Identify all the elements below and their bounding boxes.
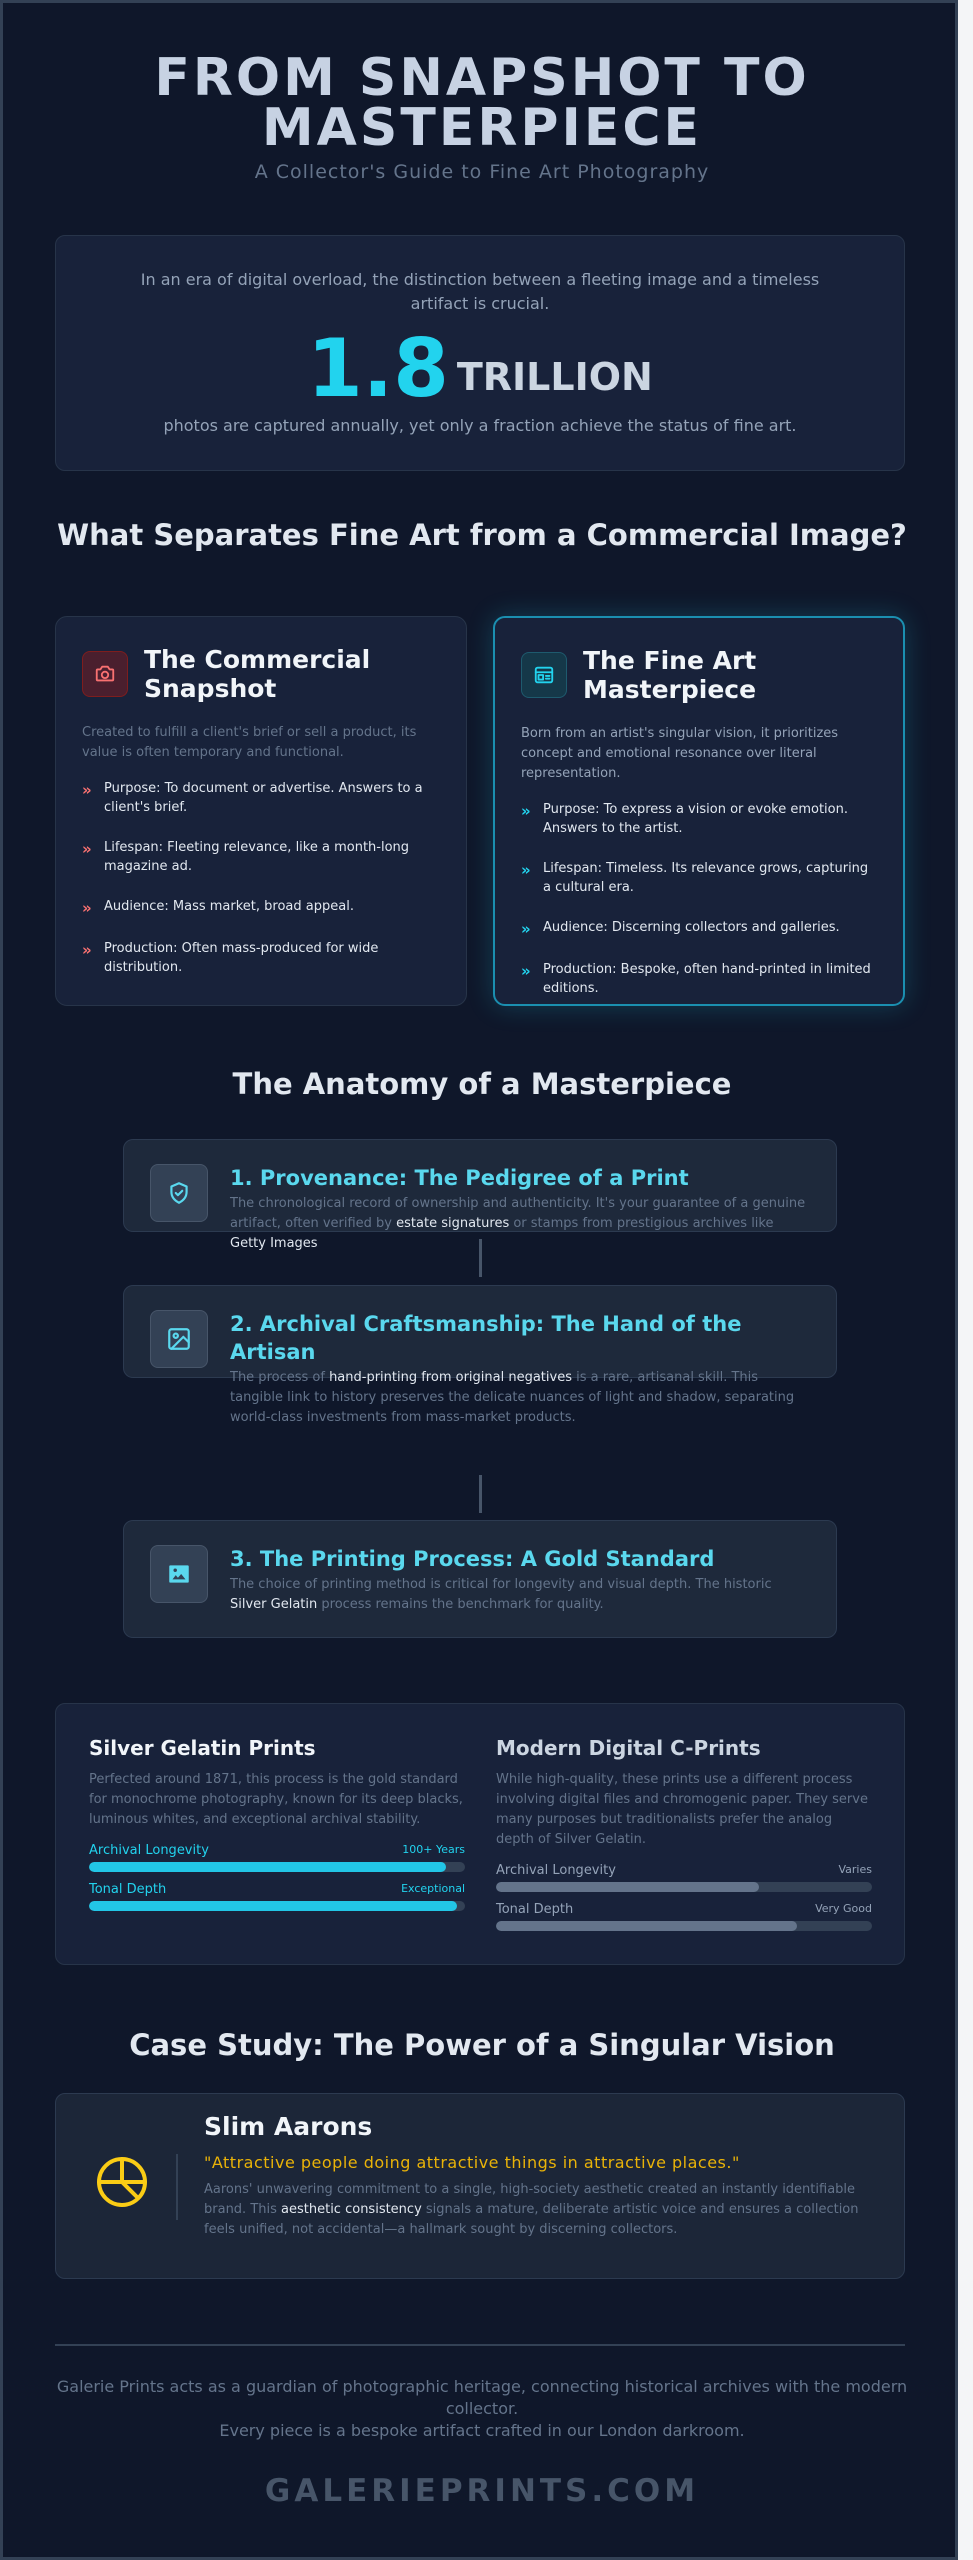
bar-fill [89, 1901, 457, 1911]
page-subtitle: A Collector's Guide to Fine Art Photography [254, 161, 710, 183]
chevrons-right-icon: » [82, 941, 92, 959]
process-text: Perfected around 1871, this process is the gold standard for monochrome photography, known for its deep blacks, luminous whites, and exceptional archival stability. [89, 1772, 463, 1827]
anatomy-step-craftsmanship [123, 1285, 837, 1425]
stat-outro: photos are captured annually, yet only a fraction achieve the status of fine art. [163, 416, 797, 435]
case-study-heading: Case Study: The Power of a Singular Vision [129, 2028, 835, 2062]
chevrons-right-icon: » [521, 962, 531, 980]
divider [176, 2154, 178, 2220]
card-description: Created to fulfill a client's brief or sell a product, its value is often temporary and functional. [82, 725, 417, 760]
process-title: Modern Digital C-Prints [496, 1736, 761, 1760]
title-line-1: FROM SNAPSHOT TO [154, 48, 810, 108]
camera-icon [82, 651, 128, 697]
shield-check-icon [150, 1164, 208, 1222]
step-title: 3. The Printing Process: A Gold Standard [230, 1547, 715, 1571]
list-item: » Audience: Mass market, broad appeal. [82, 899, 354, 917]
process-title: Silver Gelatin Prints [89, 1736, 316, 1760]
step-title: 1. Provenance: The Pedigree of a Print [230, 1166, 689, 1190]
statistic-panel [55, 235, 905, 471]
step-title: 2. Archival Craftsmanship: The Hand of the Artisan [230, 1312, 742, 1364]
fine-art-masterpiece-card [493, 616, 905, 1006]
comparison-heading: What Separates Fine Art from a Commercial Image? [57, 518, 907, 552]
list-item: » Purpose: To express a vision or evoke emotion. Answers to the artist. [521, 802, 848, 836]
bar-fill [496, 1882, 759, 1892]
stat-figure [56, 322, 904, 415]
anatomy-step-provenance [123, 1139, 837, 1251]
list-item: » Audience: Discerning collectors and galleries. [521, 920, 840, 938]
card-title: The Fine Art Masterpiece [583, 646, 757, 704]
chevrons-right-icon: » [521, 802, 531, 820]
chevrons-right-icon: » [82, 899, 92, 917]
image-icon [150, 1310, 208, 1368]
process-text: While high-quality, these prints use a different process involving digital files and chromogenic paper. They serve many purposes but traditionalists prefer the analog depth of Silver Gelatin. [496, 1772, 868, 1847]
case-study-text: Aarons' unwavering commitment to a single, high-society aesthetic created an instantly identifiable brand. This aesthetic consistency signals a mature, deliberate artistic voice and ensures a collection feels unified, not accidental—a hallmark sought by discerning collectors. [204, 2182, 859, 2237]
list-item: » Lifespan: Fleeting relevance, like a month-long magazine ad. [82, 840, 410, 874]
rating-bar: Archival Longevity Varies [496, 1863, 872, 1892]
silver-gelatin-column [89, 1736, 465, 1911]
chevrons-right-icon: » [82, 781, 92, 799]
chevrons-right-icon: » [521, 920, 531, 938]
digital-c-print-column [496, 1736, 872, 1931]
stat-unit: TRILLION [456, 354, 653, 399]
anatomy-heading: The Anatomy of a Masterpiece [232, 1067, 732, 1101]
aperture-icon [94, 2154, 150, 2214]
chevrons-right-icon: » [82, 840, 92, 858]
photographer-quote: "Attractive people doing attractive things in attractive places." [204, 2153, 740, 2172]
footer-divider [55, 2344, 905, 2346]
step-text: The chronological record of ownership and authenticity. It's your guarantee of a genuine artifact, often verified by estate signatures or stamps from prestigious archives like Getty Images [230, 1196, 806, 1251]
case-study-card [55, 2093, 905, 2279]
photographer-name: Slim Aarons [204, 2112, 373, 2141]
chevrons-right-icon: » [521, 861, 531, 879]
rating-bar: Tonal Depth Very Good [496, 1902, 872, 1931]
stat-number: 1.8 [307, 322, 449, 415]
page-title [3, 48, 958, 158]
photo-icon [150, 1545, 208, 1603]
bar-fill [89, 1862, 446, 1872]
commercial-snapshot-card [55, 616, 467, 1006]
list-item: » Purpose: To document or advertise. Answers to a client's brief. [82, 781, 423, 815]
step-text: The choice of printing method is critical for longevity and visual depth. The historic Silver Gelatin process remains the benchmark for quality. [230, 1577, 772, 1612]
list-item: » Production: Bespoke, often hand-printed in limited editions. [521, 962, 871, 996]
commercial-list [82, 779, 440, 977]
list-item: » Production: Often mass-produced for wide distribution. [82, 941, 379, 975]
stat-intro: In an era of digital overload, the distinction between a fleeting image and a timeless artifact is crucial. [140, 270, 820, 313]
print-process-comparison [55, 1703, 905, 1965]
rating-bar: Archival Longevity 100+ Years [89, 1843, 465, 1872]
step-connector [479, 1239, 482, 1277]
fineart-list [521, 800, 877, 998]
card-description: Born from an artist's singular vision, it prioritizes concept and emotional resonance over literal representation. [521, 726, 839, 781]
rating-bar: Tonal Depth Exceptional [89, 1882, 465, 1911]
bar-fill [496, 1921, 797, 1931]
title-line-2: MASTERPIECE [261, 98, 703, 158]
step-connector [479, 1475, 482, 1513]
footer-text: Galerie Prints acts as a guardian of photographic heritage, connecting historical archives with the modern collector. Every piece is a bespoke artifact crafted in our London darkroom. [56, 2377, 908, 2440]
list-item: » Lifespan: Timeless. Its relevance grows, capturing a cultural era. [521, 861, 869, 895]
card-title: The Commercial Snapshot [144, 645, 371, 703]
layout-icon [521, 652, 567, 698]
step-text: The process of hand-printing from original negatives is a rare, artisanal skill. This tangible link to history preserves the delicate nuances of light and shadow, separating world-class investments from mass-market products. [230, 1370, 795, 1425]
brand-link[interactable]: GALERIEPRINTS.COM [264, 2473, 700, 2509]
anatomy-step-printing [123, 1520, 837, 1638]
